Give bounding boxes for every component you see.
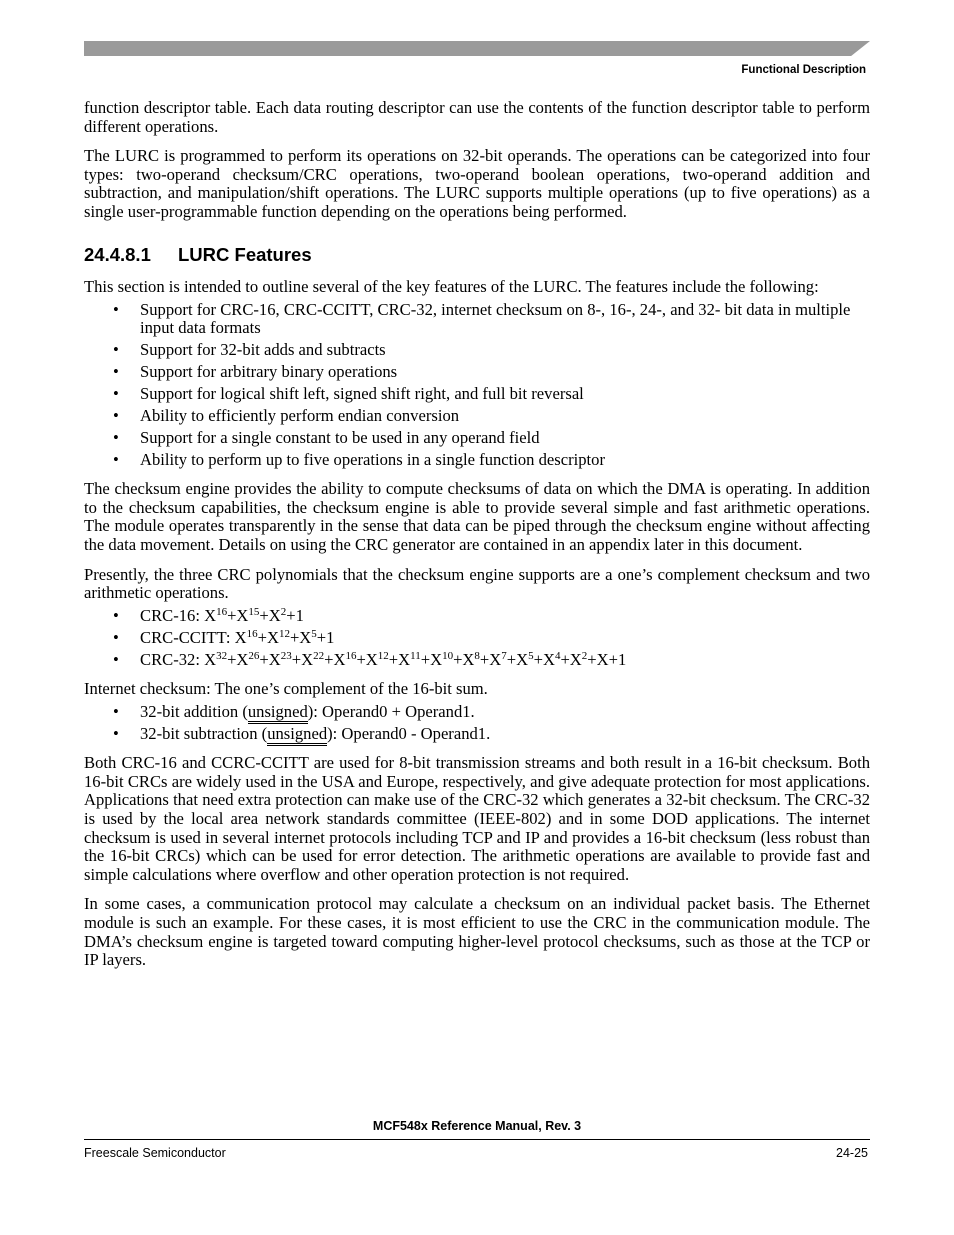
features-list (84, 301, 870, 470)
list-item (84, 451, 870, 470)
polynomial-term: +X (227, 649, 249, 669)
bullet-marker: • (113, 605, 119, 625)
section-title: LURC Features (178, 243, 312, 265)
polynomial-exponent: 7 (501, 649, 507, 662)
arith-text: 32-bit subtraction ( (140, 723, 268, 743)
paragraph: The checksum engine provides the ability to compute checksums of data on which the DMA is operating. In addition to the checksum capabilities, the checksum engine is able to provide several simple and fast arithmetic operations. The module operates transparently in the sense that data can be piped through the checksum engine without affecting the data movement. Details on using the CRC generator are contained in an appendix later in this document. (84, 479, 870, 555)
bullet-marker: • (113, 427, 119, 447)
paragraph: Presently, the three CRC polynomials that the checksum engine supports are a one’s complement checksum and two arithmetic operations. (84, 564, 870, 603)
feature-text: Support for logical shift left, signed shift right, and full bit reversal (140, 384, 584, 404)
polynomial-exponent: 8 (474, 649, 480, 662)
feature-text: Support for arbitrary binary operations (140, 362, 398, 382)
bullet-marker: • (113, 384, 119, 404)
paragraph: The LURC is programmed to perform its operations on 32-bit operands. The operations can be categorized into four types: two-operand checksum/CRC operations, two-operand boolean operations, two-operand addition and subtraction, and manipulation/shift operations. The LURC supports multiple operations (up to five operations) as a single user-programmable function depending on the operations being performed. (84, 146, 870, 221)
polynomial-item (84, 651, 870, 670)
paragraph: function descriptor table. Each data routing descriptor can use the contents of the function descriptor table to perform different operations. (84, 98, 870, 136)
unsigned-term: unsigned (267, 724, 327, 746)
bullet-marker: • (113, 405, 119, 425)
bullet-marker: • (113, 340, 119, 360)
polynomial-exponent: 5 (528, 649, 534, 662)
polynomial-exponent: 26 (248, 649, 260, 662)
polynomial-term: +1 (316, 627, 335, 647)
list-item (84, 429, 870, 448)
polynomial-exponent: 12 (377, 649, 389, 662)
polynomial-term: +X (506, 649, 529, 669)
feature-text: Ability to perform up to five operations in a single function descriptor (140, 449, 605, 469)
feature-text: Support for a single constant to be used in any operand field (140, 427, 540, 447)
header-banner (84, 41, 870, 56)
feature-text: Support for 32-bit adds and subtracts (140, 340, 386, 360)
polynomial-exponent: 23 (280, 649, 292, 662)
feature-text: Support for CRC-16, CRC-CCITT, CRC-32, internet checksum on 8-, 16-, 24-, and 32- bit data in multiple input data formats (140, 299, 851, 338)
polynomial-exponent: 22 (313, 649, 325, 662)
unsigned-term: unsigned (248, 702, 308, 724)
polynomial-term: +X (479, 649, 502, 669)
polynomial-term: +X (420, 649, 443, 669)
polynomial-term: X (234, 627, 247, 647)
polynomial-exponent: 4 (554, 649, 561, 662)
polynomial-exponent: 12 (278, 627, 290, 640)
polynomial-term: +X (259, 649, 281, 669)
polynomial-exponent: 32 (216, 649, 228, 662)
polynomial-exponent: 2 (280, 605, 287, 618)
bullet-marker: • (113, 723, 119, 743)
paragraph: In some cases, a communication protocol may calculate a checksum on an individual packet basis. The Ethernet module is such an example. For these cases, it is most efficient to use the CRC in the communication module. The DMA’s checksum engine is targeted toward computing higher-level protocol checksums, such as those at the TCP or IP layers. (84, 894, 870, 970)
bullet-marker: • (113, 299, 119, 319)
polynomial-exponent: 15 (248, 605, 260, 618)
list-item (84, 385, 870, 404)
polynomial-exponent: 11 (410, 649, 421, 662)
polynomial-term: X (204, 649, 217, 669)
polynomial-label: CRC-32: (140, 649, 205, 669)
polynomial-term: +X (356, 649, 378, 669)
polynomial-term: +X (533, 649, 555, 669)
section-heading (84, 243, 870, 265)
paragraph: Internet checksum: The one’s complement of the 16-bit sum. (84, 679, 488, 699)
bullet-marker: • (113, 362, 119, 382)
polynomial-term: +X+1 (587, 649, 627, 669)
bullet-marker: • (113, 649, 119, 669)
arithmetic-item (84, 703, 870, 722)
polynomial-label: CRC-CCITT: (140, 627, 235, 647)
polynomial-exponent: 5 (311, 627, 317, 640)
list-item (84, 363, 870, 382)
bullet-marker: • (113, 449, 119, 469)
footer-manual-title: MCF548x Reference Manual, Rev. 3 (372, 1119, 582, 1133)
polynomial-label: CRC-16: (140, 605, 205, 625)
page-content (84, 99, 870, 981)
footer-divider (84, 1139, 870, 1140)
polynomial-list (84, 607, 870, 669)
bullet-marker: • (113, 701, 119, 721)
polynomial-term: +X (560, 649, 582, 669)
arith-text: ): Operand0 - Operand1. (327, 723, 491, 743)
polynomial-term: +X (388, 649, 411, 669)
polynomial-term: +X (324, 649, 346, 669)
polynomial-term: +1 (286, 605, 304, 625)
polynomial-item (84, 607, 870, 626)
polynomial-exponent: 16 (345, 649, 357, 662)
list-item (84, 301, 870, 338)
polynomial-exponent: 10 (442, 649, 454, 662)
paragraph: Both CRC-16 and CCRC-CCITT are used for 8-bit transmission streams and both result in a 16-bit checksum. Both 16-bit CRCs are widely used in the USA and Europe, respectively, and give adequate protection for most applications. Applications that need extra protection can make use of the CRC-32 which generates a 32-bit checksum. The CRC-32 is used by the local area network standards committee (IEEE-802) and in some DOD applications. The internet checksum is used in several internet protocols including TCP and IP and provides a 16-bit checksum (less robust than the 16-bit CRCs) which can be used for error detection. The arithmetic operations are available to provide fast and simple calculations where overflow and other operation protection is not required. (84, 753, 870, 884)
polynomial-term: +X (257, 627, 279, 647)
arith-text: 32-bit addition ( (140, 701, 248, 721)
polynomial-term: +X (259, 605, 281, 625)
list-item (84, 341, 870, 360)
polynomial-term: +X (227, 605, 249, 625)
bullet-marker: • (113, 627, 119, 647)
arithmetic-item (84, 725, 870, 744)
arith-text: ): Operand0 + Operand1. (307, 701, 475, 721)
list-item (84, 407, 870, 426)
polynomial-term: +X (453, 649, 475, 669)
footer-page-number: 24-25 (836, 1146, 868, 1160)
feature-text: Ability to efficiently perform endian conversion (140, 405, 460, 425)
polynomial-exponent: 16 (216, 605, 228, 618)
arithmetic-list (84, 703, 870, 743)
polynomial-exponent: 16 (246, 627, 258, 640)
polynomial-exponent: 2 (581, 649, 588, 662)
header-section-title: Functional Description (741, 64, 866, 76)
polynomial-term: +X (289, 627, 312, 647)
polynomial-term: X (204, 605, 217, 625)
section-number: 24.4.8.1 (84, 243, 151, 265)
paragraph: This section is intended to outline several of the key features of the LURC. The features include the following: (84, 277, 819, 297)
footer-company: Freescale Semiconductor (84, 1146, 226, 1160)
polynomial-item (84, 629, 870, 648)
polynomial-term: +X (291, 649, 314, 669)
